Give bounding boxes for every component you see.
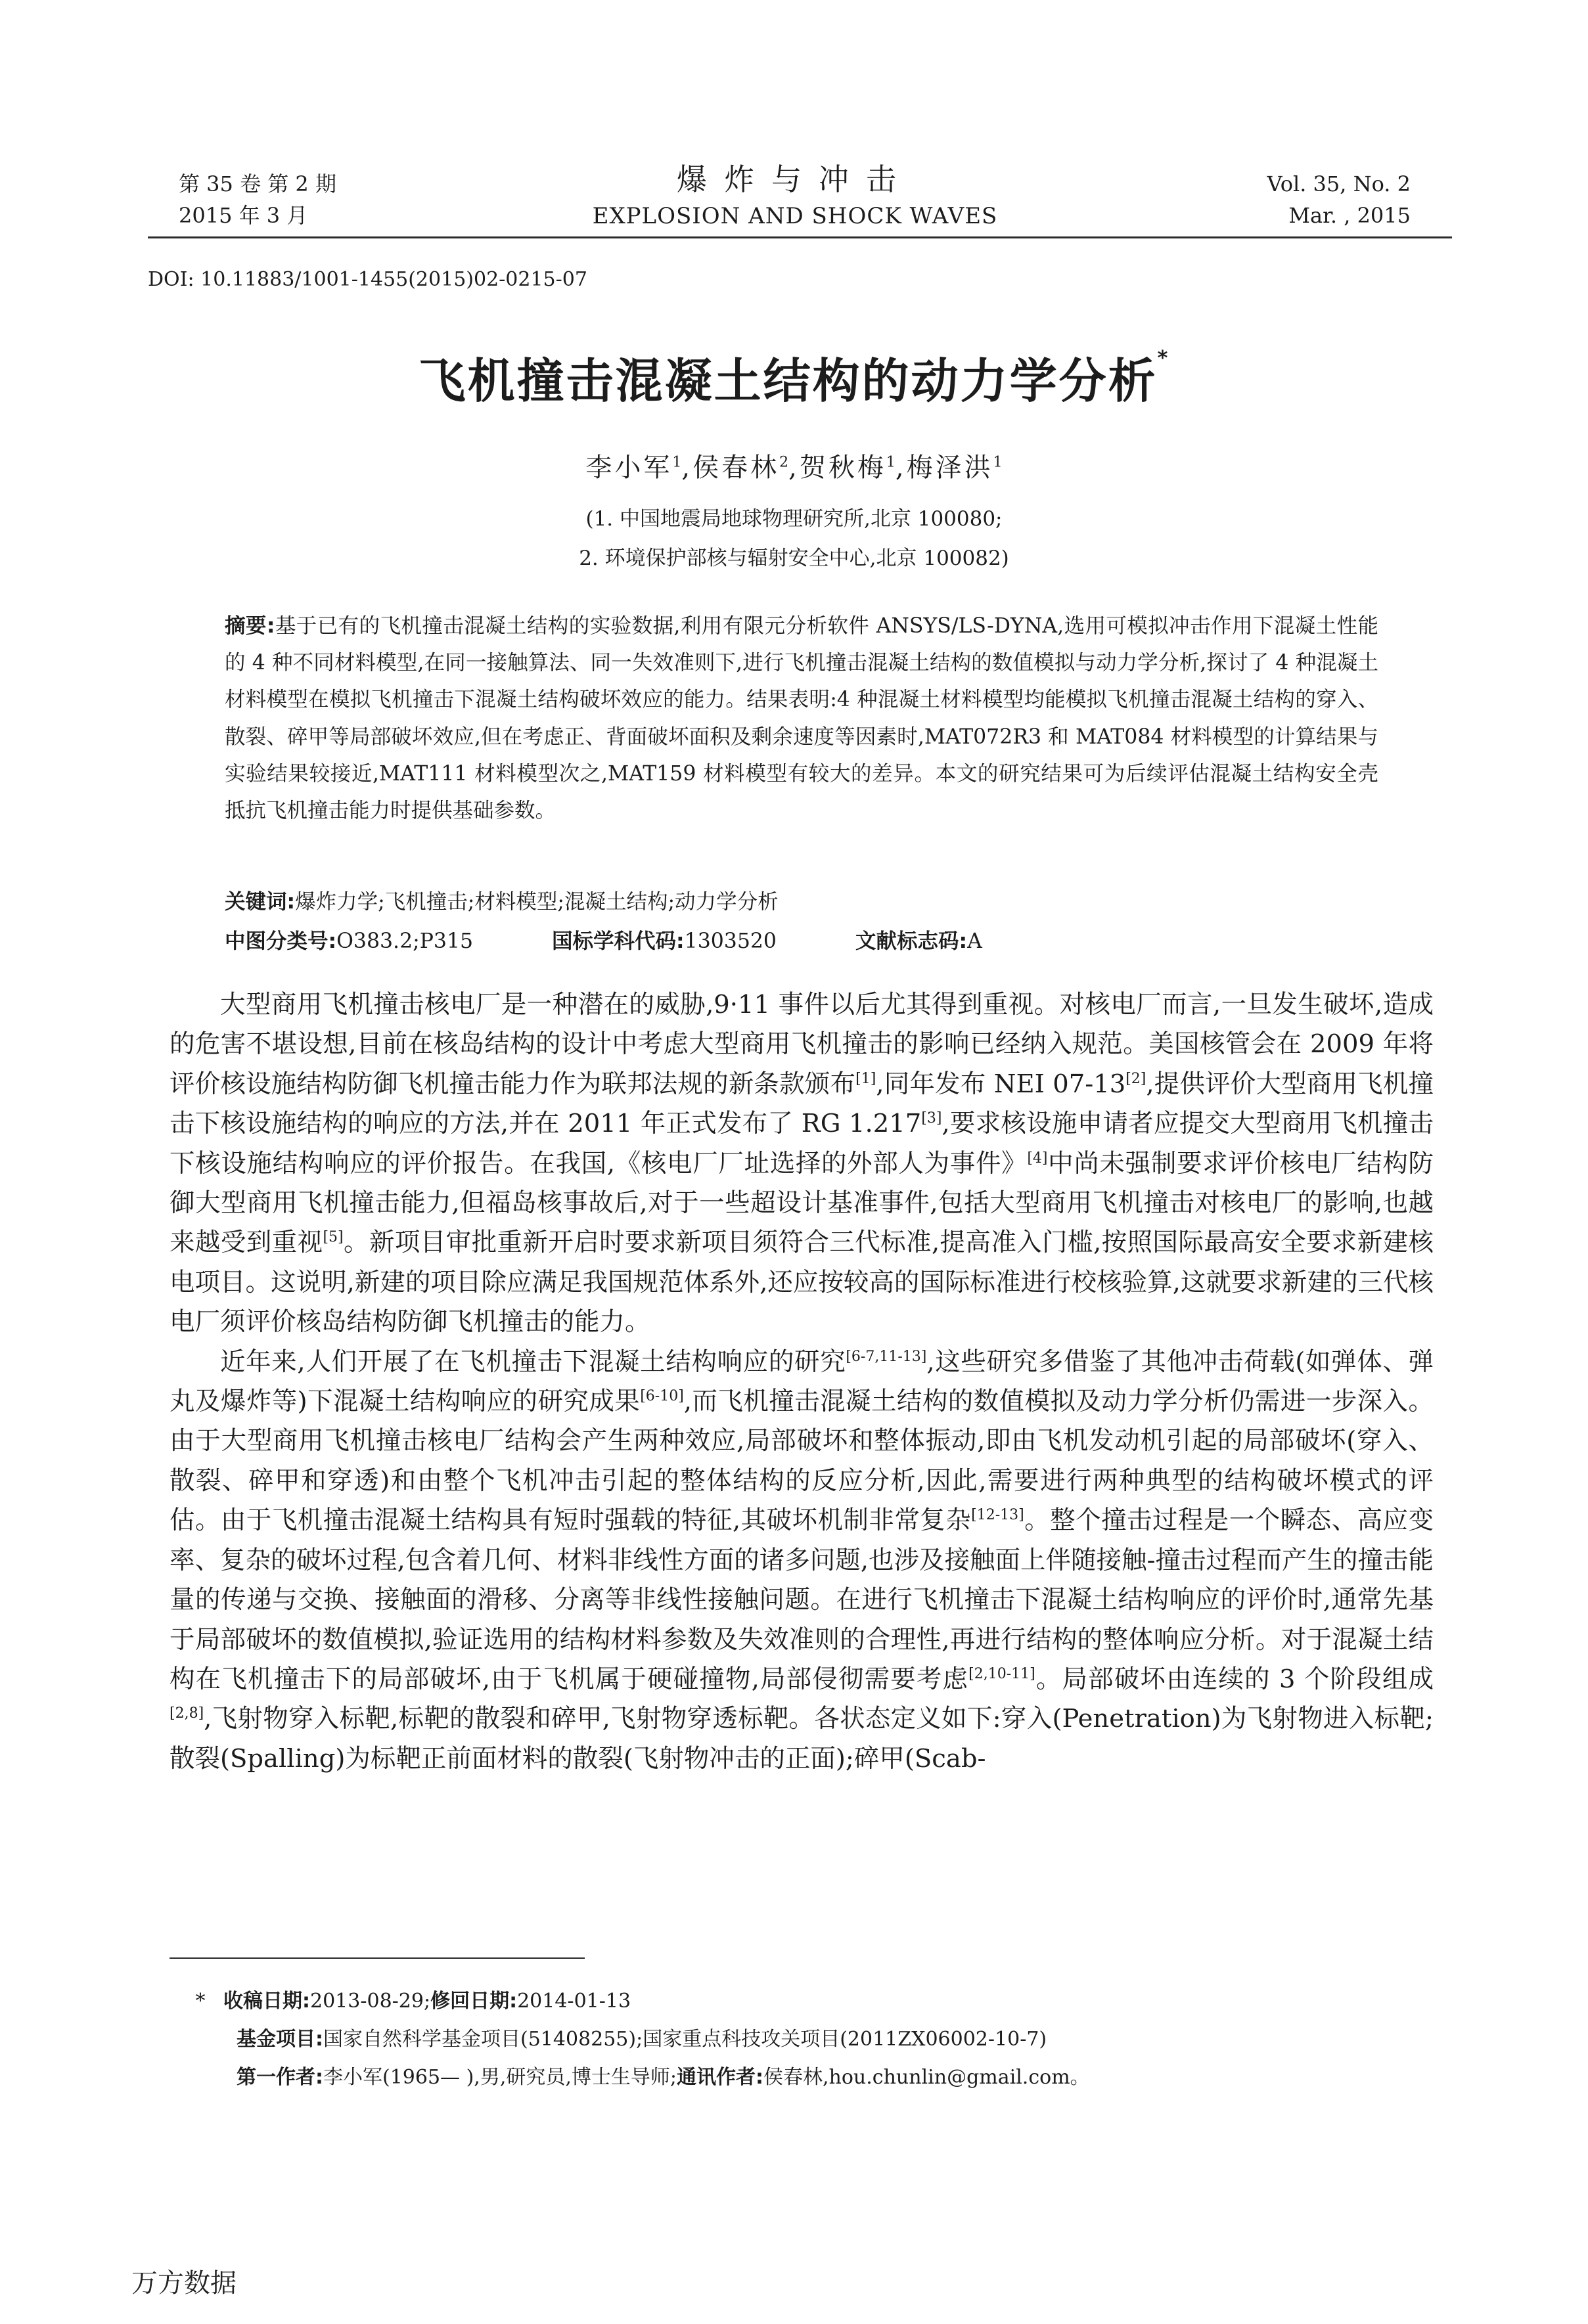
issue-info-cn bbox=[179, 168, 547, 231]
text-run: 中尚未强制要求评价核电厂结构防御大型商用飞机撞击能力,但福岛核事故后,对于一些超设计基准事件,包括大型商用飞机撞击对核电厂的影响,也越来越受到重视 bbox=[170, 1148, 1434, 1258]
author-list bbox=[0, 447, 1588, 484]
footnote-fund bbox=[177, 2021, 1090, 2059]
author-affil-mark: 1 bbox=[886, 454, 896, 471]
author-name: 贺秋梅 bbox=[799, 453, 886, 483]
corresponding-author-label: 通讯作者: bbox=[677, 2066, 764, 2089]
title-footnote-marker: * bbox=[1157, 347, 1170, 370]
citation: [3] bbox=[921, 1110, 942, 1127]
first-author-label: 第一作者: bbox=[237, 2066, 323, 2089]
footnote-author bbox=[177, 2059, 1090, 2097]
author-name: 侯春林 bbox=[692, 453, 780, 483]
author-name: 李小军 bbox=[585, 453, 673, 483]
citation: [6-7,11-13] bbox=[846, 1348, 927, 1365]
revised-label: 修回日期: bbox=[430, 1990, 518, 2013]
abstract bbox=[225, 608, 1378, 829]
citation: [2,8] bbox=[170, 1705, 204, 1722]
text-run: 。整个撞击过程是一个瞬态、高应变率、复杂的破坏过程,包含着几何、材料非线性方面的诸多问题,也涉及接触面上伴随接触-撞击过程而产生的撞击能量的传递与交换、接触面的滑移、分离等非线性接触问题。在进行飞机撞击下混凝土结构响应的评价时,通常先基于局部破坏的数值模拟,验证选用的结构材料参数及失效准则的合理性,再进行结构的整体响应分析。对于混凝土结构在飞机撞击下的局部破坏,由于飞机属于硬碰撞物,局部侵彻需要考虑 bbox=[170, 1506, 1434, 1694]
citation: [2,10-11] bbox=[968, 1665, 1035, 1682]
citation: [5] bbox=[323, 1229, 344, 1246]
keywords bbox=[225, 885, 779, 918]
date-cn: 2015 年 3 月 bbox=[179, 203, 308, 228]
footnote-rule bbox=[170, 1957, 585, 1959]
paper-title bbox=[0, 343, 1588, 411]
clc-value: O383.2;P315 bbox=[336, 929, 474, 953]
citation: [4] bbox=[1027, 1150, 1048, 1167]
doi: DOI: 10.11883/1001-1455(2015)02-0215-07 bbox=[148, 268, 587, 291]
watermark: 万方数据 bbox=[131, 2268, 237, 2298]
abstract-label: 摘要: bbox=[225, 614, 275, 638]
fund-label: 基金项目: bbox=[237, 2028, 323, 2051]
fund-text: 国家自然科学基金项目(51408255);国家重点科技攻关项目(2011ZX06002-10-7) bbox=[323, 2028, 1047, 2051]
text-run: 。局部破坏由连续的 3 个阶段组成 bbox=[1035, 1664, 1434, 1694]
author-separator: , bbox=[895, 453, 907, 483]
abstract-text: 基于已有的飞机撞击混凝土结构的实验数据,利用有限元分析软件 ANSYS/LS-DYNA,选用可模拟冲击作用下混凝土性能的 4 种不同材料模型,在同一接触算法、同一失效准则下,进行飞机撞击混凝土结构的数值模拟与动力学分析,探讨了 4 种混凝土材料模型在模拟飞机撞击下混凝土结构破坏效应的能力。结果表明:4 种混凝土材料模型均能模拟飞机撞击混凝土结构的穿入、散裂、碎甲等局部破坏效应,但在考虑正、背面破坏面积及剩余速度等因素时,MAT072R3 和 MAT084 材料模型的计算结果与实验结果较接近,MAT111 材料模型次之,MAT159 材料模型有较大的差异。本文的研究结果可为后续评估混凝土结构安全壳抵抗飞机撞击能力时提供基础参数。 bbox=[225, 614, 1378, 823]
volume-en: Vol. 35, No. 2 bbox=[1267, 171, 1411, 196]
author-separator: , bbox=[681, 453, 693, 483]
footnotes bbox=[177, 1982, 1090, 2097]
text-run: ,飞射物穿入标靶,标靶的散裂和碎甲,飞射物穿透标靶。各状态定义如下:穿入(Penetration)为飞射物进入标靶;散裂(Spalling)为标靶正前面材料的散裂(飞射物冲击的正面);碎甲(Scab- bbox=[170, 1704, 1434, 1774]
footnote-marker: * bbox=[195, 1990, 206, 2013]
subject-code-value: 1303520 bbox=[684, 929, 777, 953]
doc-code-label: 文献标志码: bbox=[855, 929, 968, 953]
received-date: 2013-08-29; bbox=[310, 1990, 431, 2013]
author-affil-mark: 2 bbox=[779, 454, 789, 471]
footnote-dates bbox=[177, 1982, 1090, 2021]
affiliation-1: (1. 中国地震局地球物理研究所,北京 100080; bbox=[585, 507, 1003, 531]
volume-cn: 第 35 卷 第 2 期 bbox=[179, 171, 336, 196]
clc-label: 中图分类号: bbox=[225, 929, 337, 953]
citation: [2] bbox=[1125, 1070, 1146, 1087]
author-name: 梅泽洪 bbox=[906, 453, 993, 483]
text-run: ,同年发布 NEI 07-13 bbox=[876, 1069, 1126, 1099]
doc-code-value: A bbox=[967, 929, 982, 953]
keywords-text: 爆炸力学;飞机撞击;材料模型;混凝土结构;动力学分析 bbox=[295, 890, 779, 914]
classification bbox=[225, 925, 982, 958]
subject-code-label: 国标学科代码: bbox=[552, 929, 685, 953]
text-run: 。新项目审批重新开启时要求新项目须符合三代标准,提高准入门槛,按照国际最高安全要求新建核电项目。这说明,新建的项目除应满足我国规范体系外,还应按较高的国际标准进行校核验算,这就要求新建的三代核电厂须评价核岛结构防御飞机撞击的能力。 bbox=[170, 1228, 1434, 1337]
date-en: Mar. , 2015 bbox=[1288, 203, 1411, 228]
received-label: 收稿日期: bbox=[223, 1990, 310, 2013]
author-separator: , bbox=[788, 453, 800, 483]
header-rule bbox=[148, 236, 1452, 238]
citation: [6-10] bbox=[640, 1388, 684, 1405]
journal-name-cn: 爆炸与冲击 bbox=[677, 162, 913, 197]
journal-name bbox=[499, 158, 1091, 231]
paragraph-1 bbox=[170, 985, 1434, 1343]
keywords-label: 关键词: bbox=[225, 890, 296, 914]
author-affil-mark: 1 bbox=[672, 454, 682, 471]
revised-date: 2014-01-13 bbox=[517, 1990, 631, 2013]
paragraph-2 bbox=[170, 1343, 1434, 1779]
title-text: 飞机撞击混凝土结构的动力学分析 bbox=[418, 353, 1158, 409]
text-run: ,而飞机撞击混凝土结构的数值模拟及动力学分析仍需进一步深入。由于大型商用飞机撞击核电厂结构会产生两种效应,局部破坏和整体振动,即由飞机发动机引起的局部破坏(穿入、散裂、碎甲和穿透)和由整个飞机冲击引起的整体结构的反应分析,因此,需要进行两种典型的结构破坏模式的评估。由于飞机撞击混凝土结构具有短时强载的特征,其破坏机制非常复杂 bbox=[170, 1387, 1434, 1536]
text-run: 近年来,人们开展了在飞机撞击下混凝土结构响应的研究 bbox=[220, 1347, 846, 1377]
text-run: ,这些研究多借鉴了其他冲击荷载(如弹体、弹丸及爆炸等)下混凝土结构响应的研究成果 bbox=[170, 1347, 1434, 1417]
corresponding-author-text: 侯春林,hou.chunlin@gmail.com。 bbox=[763, 2066, 1090, 2089]
text-run: ,要求核设施申请者应提交大型商用飞机撞击下核设施结构响应的评价报告。在我国,《核电厂厂址选择的外部人为事件》 bbox=[170, 1109, 1434, 1178]
text-run: 大型商用飞机撞击核电厂是一种潜在的威胁,9·11 事件以后尤其得到重视。对核电厂而言,一旦发生破坏,造成的危害不堪设想,目前在核岛结构的设计中考虑大型商用飞机撞击的影响已经纳入规范。美国核管会在 2009 年将评价核设施结构防御飞机撞击能力作为联邦法规的新条款颁布 bbox=[170, 990, 1434, 1099]
journal-name-en: EXPLOSION AND SHOCK WAVES bbox=[592, 203, 998, 229]
text-run: ,提供评价大型商用飞机撞击下核设施结构的响应的方法,并在 2011 年正式发布了 RG 1.217 bbox=[170, 1069, 1434, 1139]
issue-info-en bbox=[1082, 168, 1411, 231]
citation: [1] bbox=[855, 1070, 876, 1087]
affiliation-2: 2. 环境保护部核与辐射安全中心,北京 100082) bbox=[579, 547, 1009, 570]
author-affil-mark: 1 bbox=[993, 454, 1003, 471]
citation: [12-13] bbox=[971, 1507, 1024, 1524]
body-text bbox=[170, 985, 1434, 1779]
first-author-text: 李小军(1965— ),男,研究员,博士生导师; bbox=[323, 2066, 677, 2089]
